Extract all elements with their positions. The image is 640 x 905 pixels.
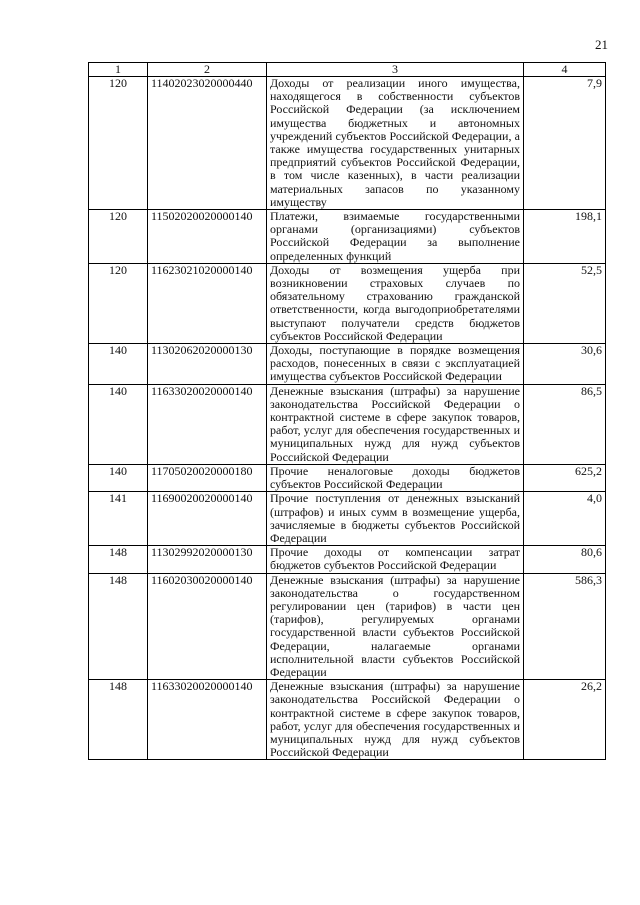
column-header-2: 2 (148, 63, 267, 77)
revenue-name-cell: Прочие неналоговые доходы бюджетов субъектов Российской Федерации (267, 464, 524, 491)
admin-code-cell: 140 (89, 344, 148, 385)
revenue-name-cell: Денежные взыскания (штрафы) за нарушение законодательства о государственном регулировании цен (тарифов) в части цен (тарифов), регулируемых органами государственной власти субъектов Российской Федерации, налагаемые органами исполнительной власти субъектов Российской Федерации (267, 573, 524, 680)
amount-cell: 625,2 (524, 464, 606, 491)
admin-code-cell: 148 (89, 573, 148, 680)
revenue-code-cell: 11302062020000130 (148, 344, 267, 385)
admin-code-cell: 120 (89, 210, 148, 264)
column-header-1: 1 (89, 63, 148, 77)
column-header-3: 3 (267, 63, 524, 77)
table-row (89, 546, 606, 573)
revenue-code-cell: 11602030020000140 (148, 573, 267, 680)
amount-cell: 198,1 (524, 210, 606, 264)
revenue-name-cell: Денежные взыскания (штрафы) за нарушение законодательства Российской Федерации о контрактной системе в сфере закупок товаров, работ, услуг для обеспечения государственных и муниципальных нужд для нужд субъектов Российской Федерации (267, 680, 524, 760)
column-header-4: 4 (524, 63, 606, 77)
admin-code-cell: 140 (89, 384, 148, 464)
revenue-code-cell: 11623021020000140 (148, 263, 267, 343)
revenue-code-cell: 11502020020000140 (148, 210, 267, 264)
table-row (89, 77, 606, 210)
admin-code-cell: 141 (89, 492, 148, 546)
revenue-name-cell: Платежи, взимаемые государственными органами (организациями) субъектов Российской Федерации за выполнение определенных функций (267, 210, 524, 264)
admin-code-cell: 140 (89, 464, 148, 491)
amount-cell: 586,3 (524, 573, 606, 680)
revenue-code-cell: 11690020020000140 (148, 492, 267, 546)
admin-code-cell: 148 (89, 680, 148, 760)
revenue-code-cell: 11633020020000140 (148, 384, 267, 464)
revenue-table (88, 62, 606, 760)
amount-cell: 4,0 (524, 492, 606, 546)
amount-cell: 52,5 (524, 263, 606, 343)
table-row (89, 573, 606, 680)
revenue-code-cell: 11633020020000140 (148, 680, 267, 760)
revenue-name-cell: Прочие доходы от компенсации затрат бюджетов субъектов Российской Федерации (267, 546, 524, 573)
table-row (89, 492, 606, 546)
table-row (89, 210, 606, 264)
amount-cell: 80,6 (524, 546, 606, 573)
amount-cell: 7,9 (524, 77, 606, 210)
revenue-name-cell: Прочие поступления от денежных взысканий (штрафов) и иных сумм в возмещение ущерба, зачисляемые в бюджеты субъектов Российской Федерации (267, 492, 524, 546)
revenue-name-cell: Доходы от реализации иного имущества, находящегося в собственности субъектов Российской Федерации (за исключением имущества бюджетных и автономных учреждений субъектов Российской Федерации, а также имущества государственных унитарных предприятий субъектов Российской Федерации, в том числе казенных), в части реализации материальных запасов по указанному имуществу (267, 77, 524, 210)
table-row (89, 344, 606, 385)
amount-cell: 86,5 (524, 384, 606, 464)
page-number: 21 (595, 37, 608, 52)
revenue-code-cell: 11705020020000180 (148, 464, 267, 491)
table-row (89, 464, 606, 491)
amount-cell: 30,6 (524, 344, 606, 385)
revenue-code-cell: 11402023020000440 (148, 77, 267, 210)
table-row (89, 680, 606, 760)
revenue-code-cell: 11302992020000130 (148, 546, 267, 573)
admin-code-cell: 120 (89, 263, 148, 343)
table-row (89, 384, 606, 464)
table-row (89, 263, 606, 343)
revenue-name-cell: Денежные взыскания (штрафы) за нарушение законодательства Российской Федерации о контрактной системе в сфере закупок товаров, работ, услуг для обеспечения государственных и муниципальных нужд для нужд субъектов Российской Федерации (267, 384, 524, 464)
revenue-name-cell: Доходы, поступающие в порядке возмещения расходов, понесенных в связи с эксплуатацией имущества субъектов Российской Федерации (267, 344, 524, 385)
revenue-name-cell: Доходы от возмещения ущерба при возникновении страховых случаев по обязательному страхованию гражданской ответственности, когда выгодоприобретателями выступают получатели средств бюджетов субъектов Российской Федерации (267, 263, 524, 343)
admin-code-cell: 120 (89, 77, 148, 210)
amount-cell: 26,2 (524, 680, 606, 760)
table-header-row (89, 63, 606, 77)
admin-code-cell: 148 (89, 546, 148, 573)
